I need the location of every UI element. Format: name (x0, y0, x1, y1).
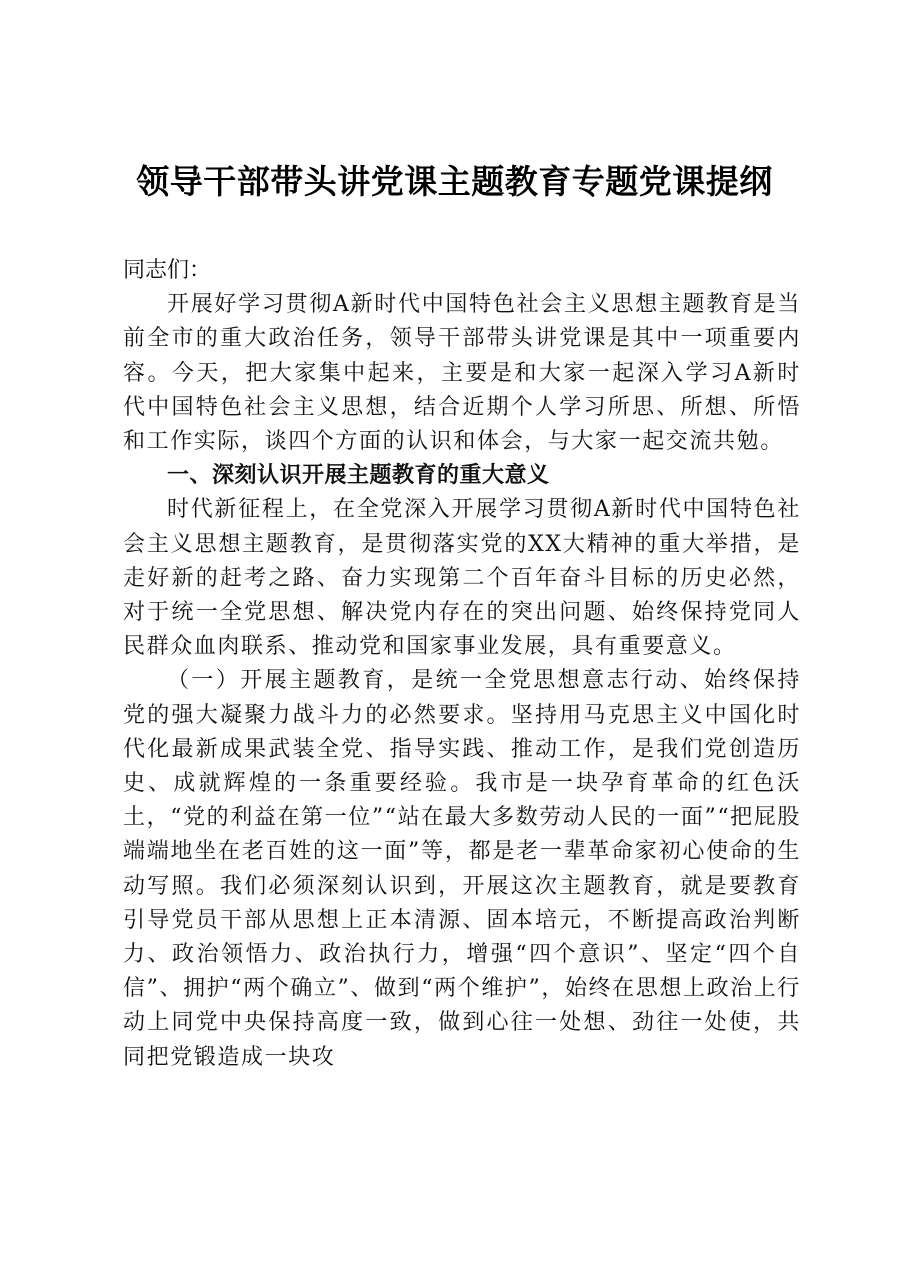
subsection-1-paragraph: （一）开展主题教育，是统一全党思想意志行动、始终保持党的强大凝聚力战斗力的必然要求。坚持用马克思主义中国化时代化最新成果武装全党、指导实践、推动工作，是我们党创造历史、成就辉煌的一条重要经验。我市是一块孕育革命的红色沃土，“党的利益在第一位”“站在最大多数劳动人民的一面”“把屁股端端地坐在老百姓的这一面”等，都是老一辈革命家初心使命的生动写照。我们必须深刻认识到，开展这次主题教育，就是要教育引导党员干部从思想上正本清源、固本培元，不断提高政治判断力、政治领悟力、政治执行力，增强“四个意识”、坚定“四个自信”、拥护“两个确立”、做到“两个维护”，始终在思想上政治上行动上同党中央保持高度一致，做到心往一处想、劲往一处使，共同把党锻造成一块攻 (123, 668, 801, 1070)
section-heading-1: 一、深刻认识开展主题教育的重大意义 (167, 463, 550, 489)
salutation: 同志们： (123, 258, 212, 283)
document-title: 领导干部带头讲党课主题教育专题党课提纲 (136, 162, 773, 201)
document-body (123, 254, 801, 1075)
section-1-paragraph: 时代新征程上，在全党深入开展学习贯彻A新时代中国特色社会主义思想主题教育，是贯彻落实党的XX大精神的重大举措，是走好新的赶考之路、奋力实现第二个百年奋斗目标的历史必然，对于统一全党思想、解决党内存在的突出问题、始终保持党同人民群众血肉联系、推动党和国家事业发展，具有重要意义。 (123, 497, 801, 660)
intro-paragraph: 开展好学习贯彻A新时代中国特色社会主义思想主题教育是当前全市的重大政治任务，领导干部带头讲党课是其中一项重要内容。今天，把大家集中起来，主要是和大家一起深入学习A新时代中国特色社会主义思想，结合近期个人学习所思、所想、所悟和工作实际，谈四个方面的认识和体会，与大家一起交流共勉。 (123, 292, 801, 455)
